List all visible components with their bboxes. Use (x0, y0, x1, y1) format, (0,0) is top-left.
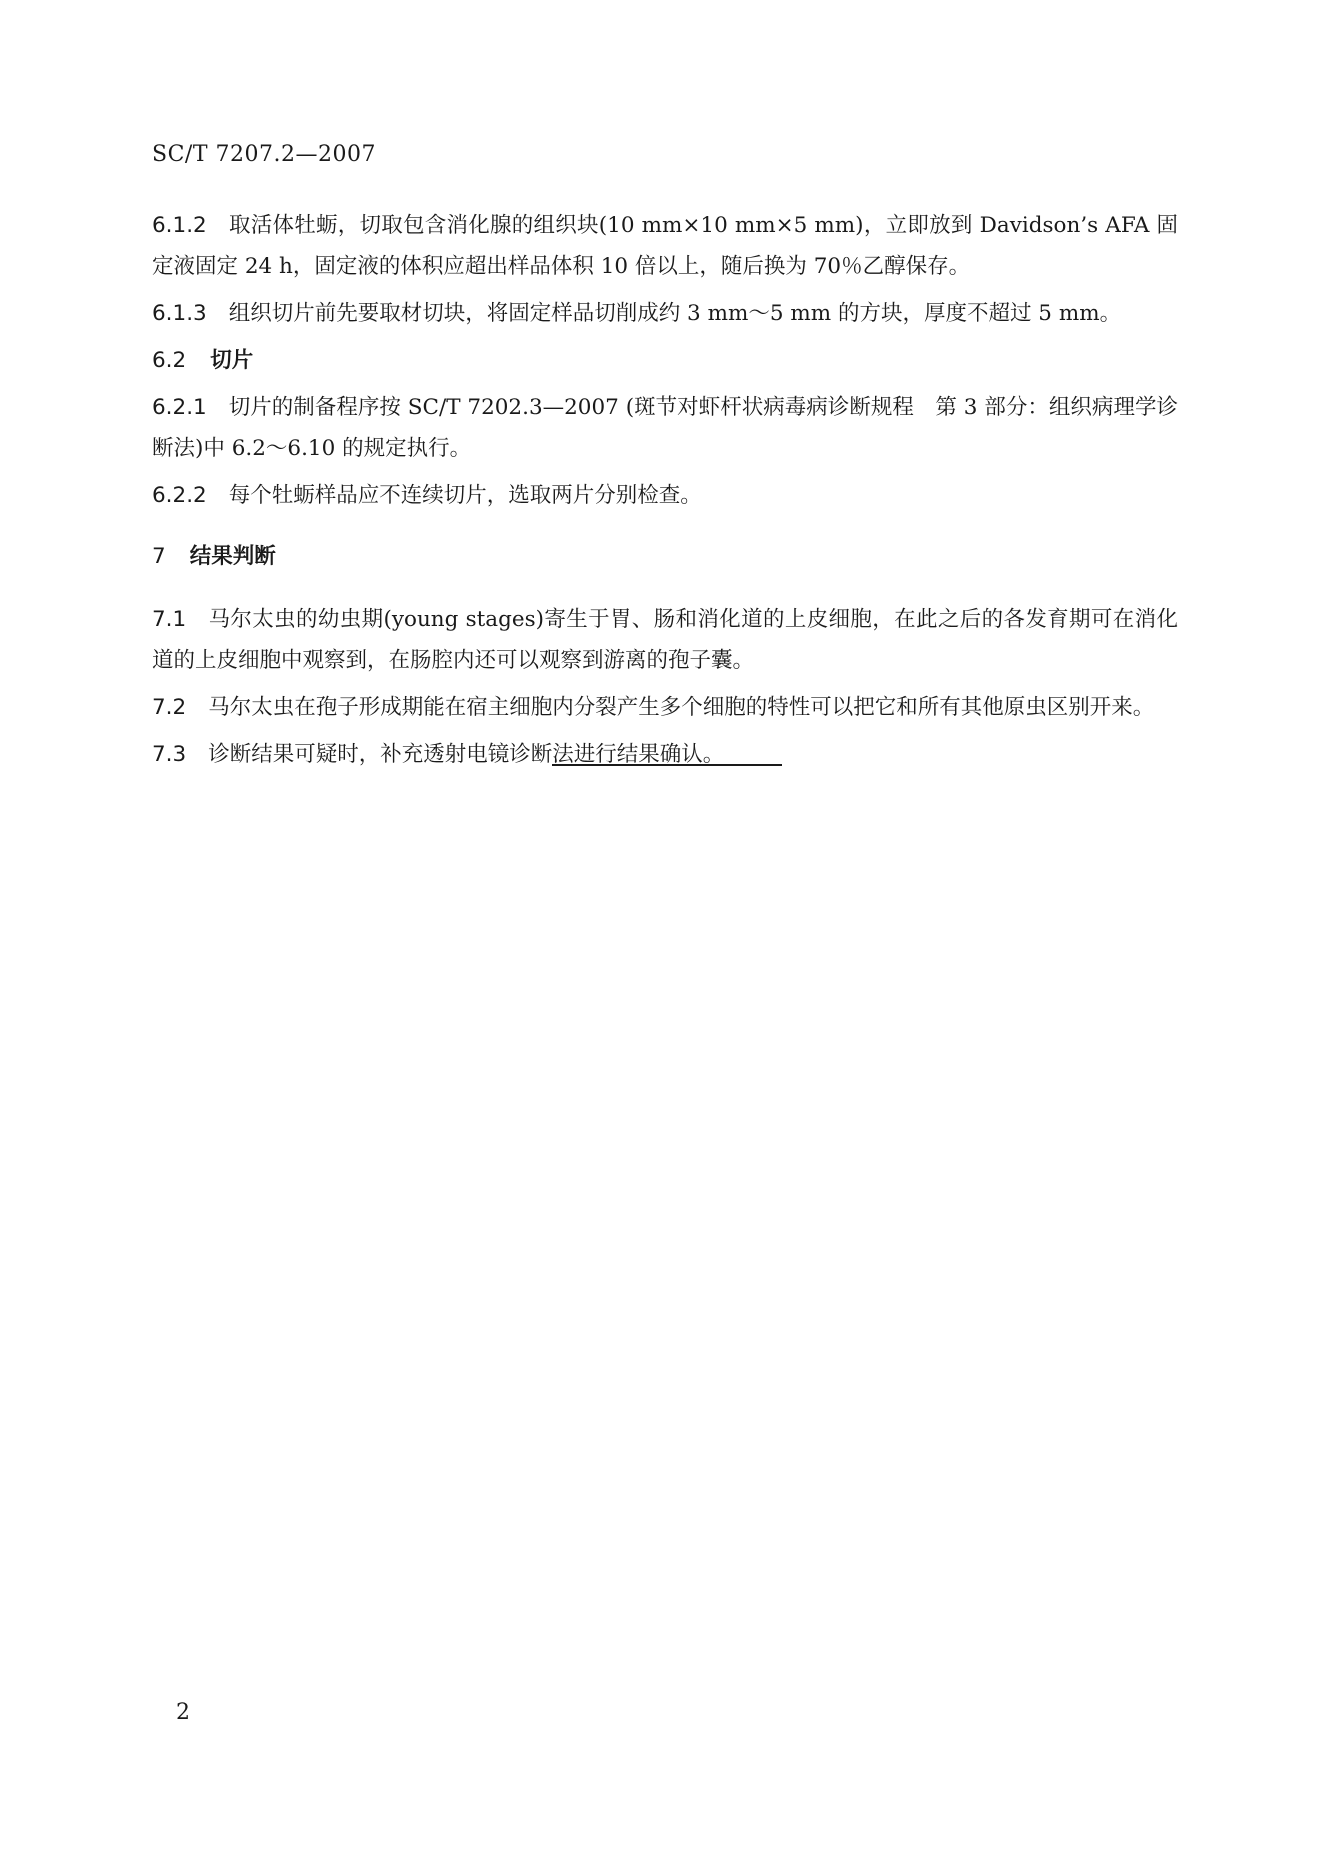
section-number: 7 (152, 544, 166, 569)
clause-6-1-3 (152, 293, 1178, 334)
clause-number: 6.2.2 (152, 483, 207, 508)
clause-text: 切片的制备程序按 SC/T 7202.3—2007 (斑节对虾杆状病毒病诊断规程 第 3 部分：组织病理学诊断法)中 6.2～6.10 的规定执行。 (152, 395, 1178, 461)
subsection-number: 6.2 (152, 348, 187, 373)
clause-6-2-2 (152, 475, 1178, 516)
document-body (152, 205, 1178, 781)
clause-number: 6.1.3 (152, 301, 207, 326)
clause-7-3 (152, 734, 1178, 775)
clause-text: 取活体牡蛎，切取包含消化腺的组织块(10 mm×10 mm×5 mm)，立即放到 Davidson’s AFA 固定液固定 24 h，固定液的体积应超出样品体积 10 倍以上，随后换为 70％乙醇保存。 (152, 213, 1178, 279)
clause-text: 马尔太虫的幼虫期(young stages)寄生于胃、肠和消化道的上皮细胞，在此之后的各发育期可在消化道的上皮细胞中观察到，在肠腔内还可以观察到游离的孢子囊。 (152, 607, 1178, 673)
clause-text: 马尔太虫在孢子形成期能在宿主细胞内分裂产生多个细胞的特性可以把它和所有其他原虫区别开来。 (208, 695, 1155, 720)
clause-6-2-1 (152, 387, 1178, 469)
clause-number: 7.2 (152, 695, 187, 720)
end-of-document-rule (552, 764, 782, 766)
clause-7-1 (152, 599, 1178, 681)
section-heading-7 (152, 536, 1178, 577)
clause-text: 每个牡蛎样品应不连续切片，选取两片分别检查。 (228, 483, 702, 508)
section-title: 结果判断 (189, 544, 276, 569)
clause-number: 6.1.2 (152, 213, 207, 238)
clause-number: 6.2.1 (152, 395, 207, 420)
clause-7-2 (152, 687, 1178, 728)
clause-text: 组织切片前先要取材切块，将固定样品切削成约 3 mm～5 mm 的方块，厚度不超过 5 mm。 (228, 301, 1122, 326)
clause-text: 诊断结果可疑时，补充透射电镜诊断法进行结果确认。 (208, 742, 725, 767)
page-number: 2 (176, 1700, 190, 1725)
clause-number: 7.1 (152, 607, 187, 632)
subsection-heading-6-2 (152, 340, 1178, 381)
subsection-title: 切片 (210, 348, 254, 373)
clause-6-1-2 (152, 205, 1178, 287)
document-code: SC/T 7207.2—2007 (152, 142, 376, 167)
clause-number: 7.3 (152, 742, 187, 767)
